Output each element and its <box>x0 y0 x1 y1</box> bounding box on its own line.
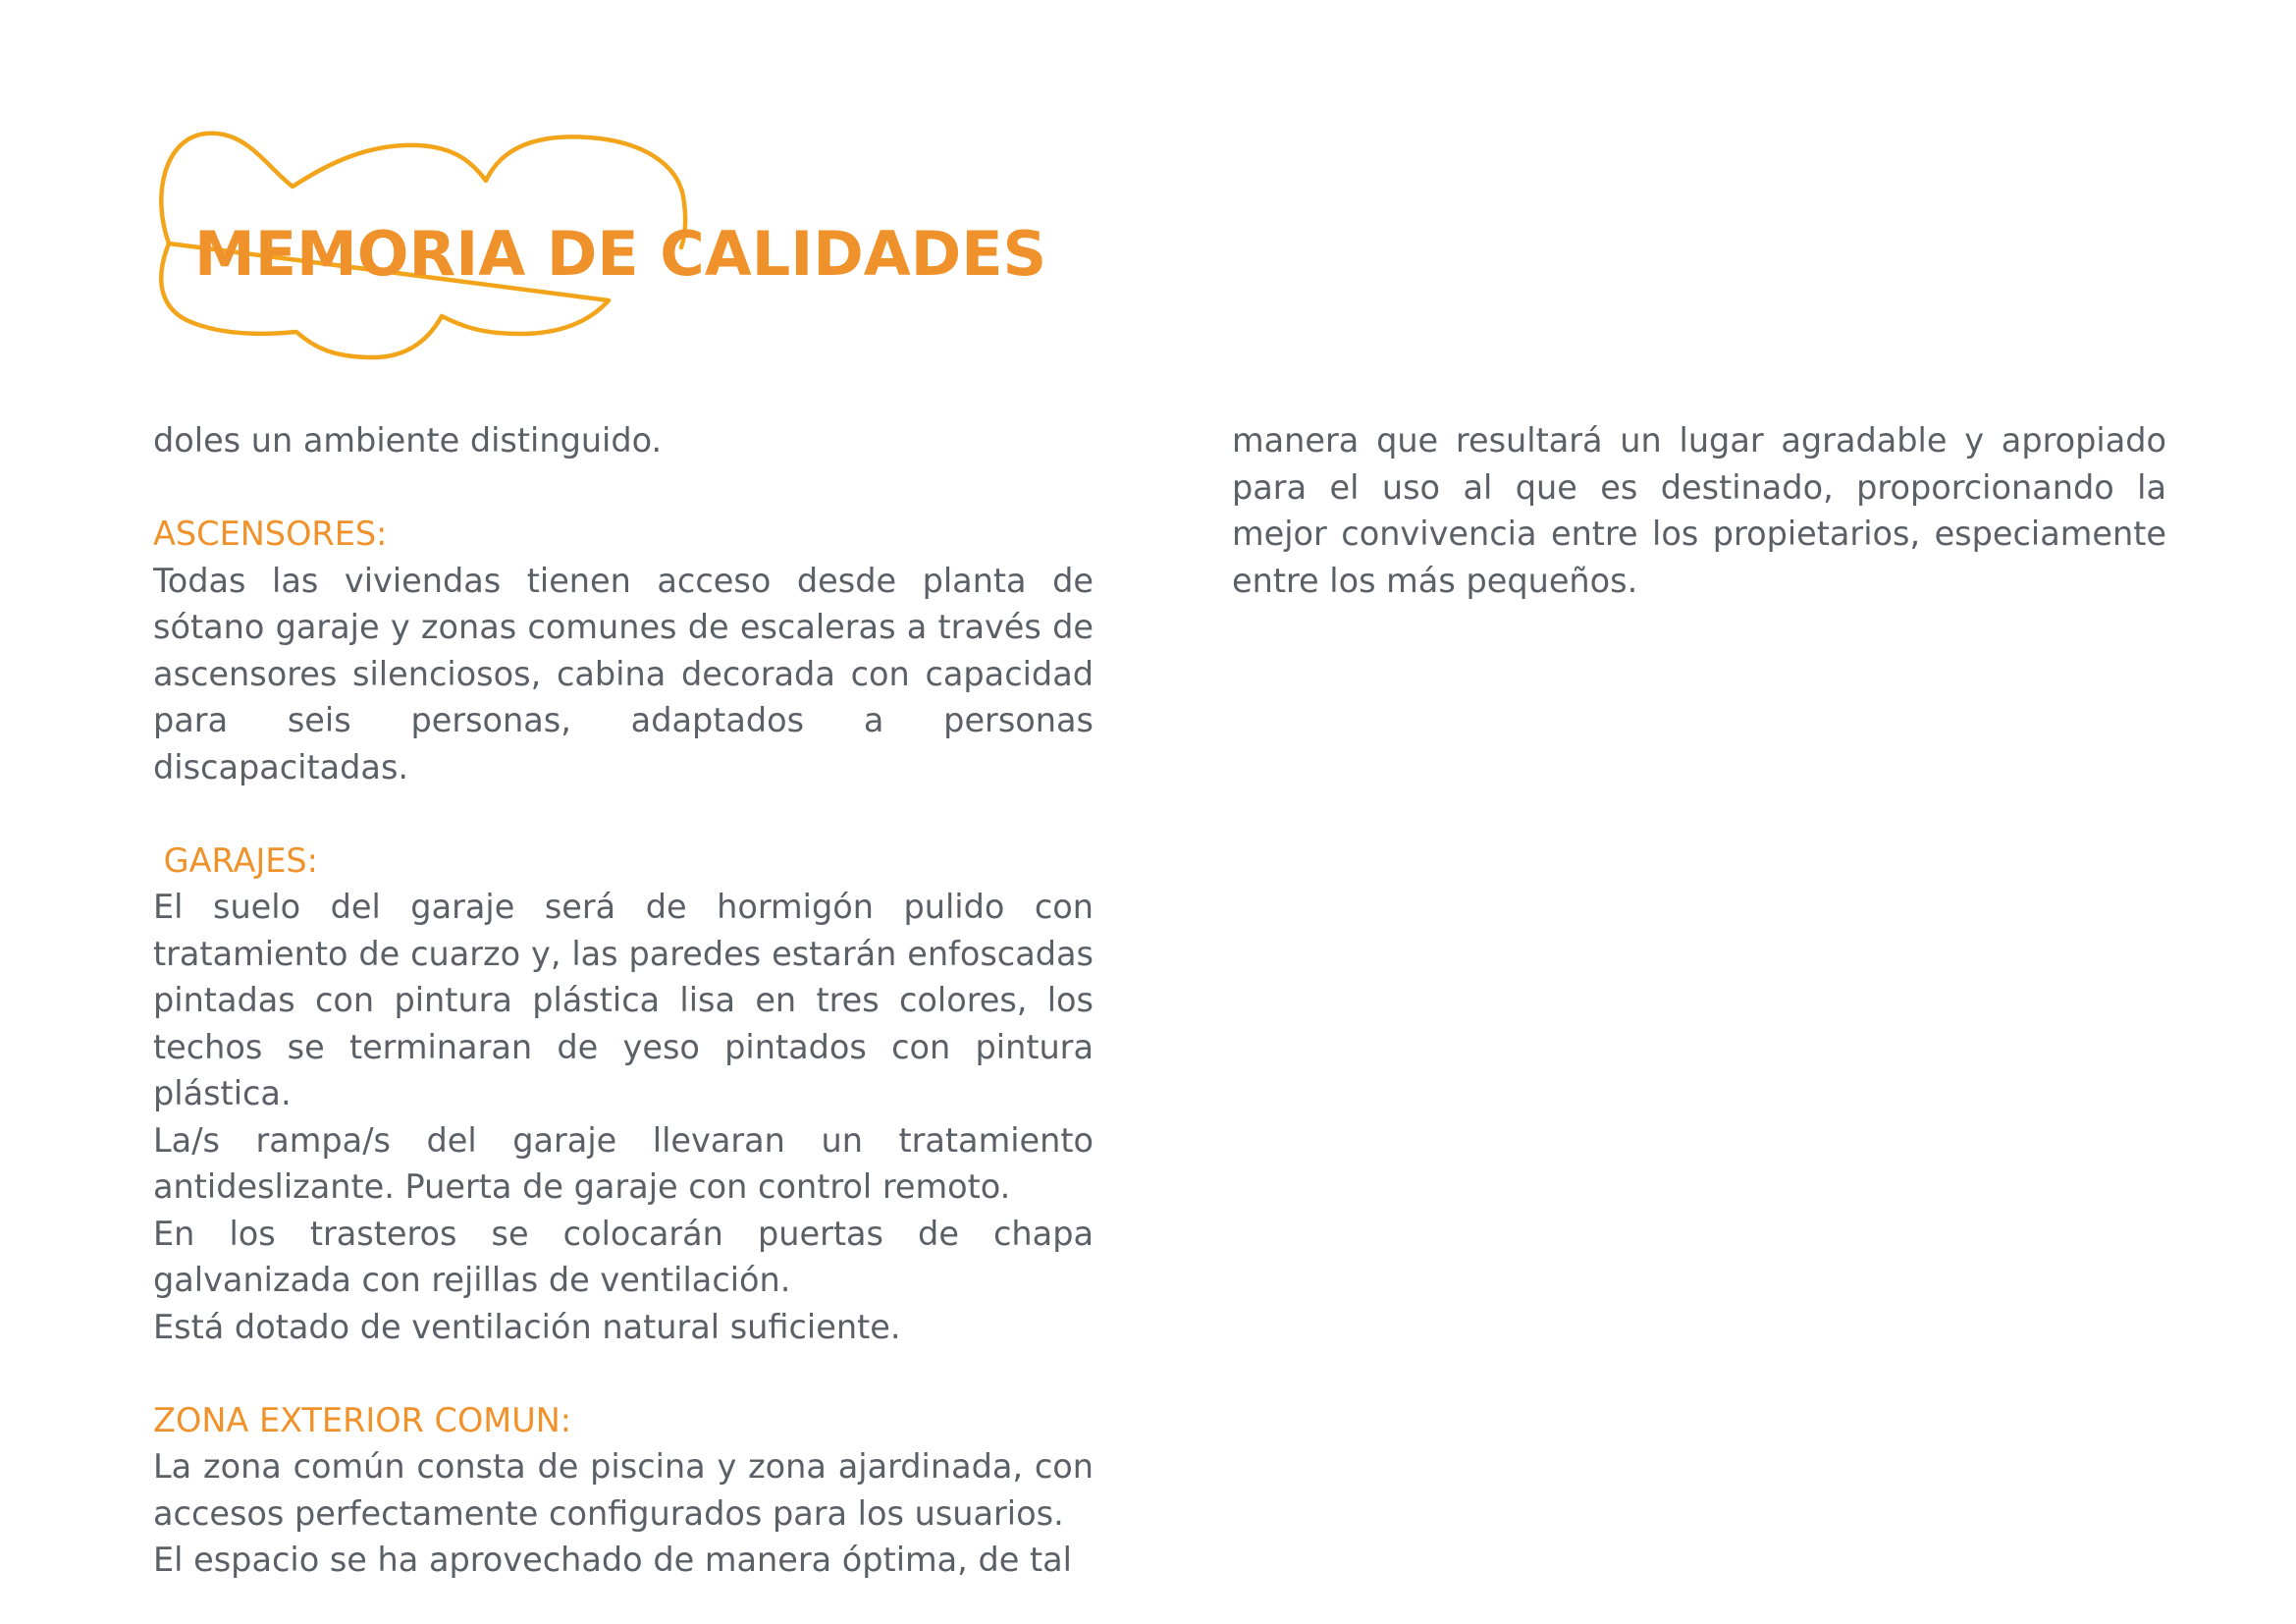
right-column <box>1232 417 2166 604</box>
section-spacer <box>153 790 1094 838</box>
garajes-paragraph-4: Está dotado de ventilación natural suficiente. <box>153 1307 901 1346</box>
left-column <box>153 417 1094 1584</box>
garajes-paragraph-1: El suelo del garaje será de hormigón pulido con tratamiento de cuarzo y, las paredes estarán enfoscadas pintadas con pintura plástica lisa en tres colores, los techos se terminaran de yeso pintados con pintura plástica. <box>153 888 1094 1112</box>
zona-exterior-paragraph-1: La zona común consta de piscina y zona ajardinada, con accesos perfectamente configurados para los usuarios. <box>153 1447 1094 1533</box>
garajes-paragraph-3: En los trasteros se colocarán puertas de chapa galvanizada con rejillas de ventilación. <box>153 1214 1094 1299</box>
ascensores-paragraph: Todas las viviendas tienen acceso desde planta de sótano garaje y zonas comunes de escaleras a través de ascensores silenciosos, cabina decorada con capacidad para seis personas, adaptados a personas discapacitadas. <box>153 561 1094 786</box>
section-heading-ascensores: ASCENSORES: <box>153 514 388 553</box>
section-spacer <box>153 464 1094 512</box>
intro-text: doles un ambiente distinguido. <box>153 421 663 460</box>
right-column-text: manera que resultará un lugar agradable y apropiado para el uso al que es destinado, proporcionando la mejor convivencia entre los propietarios, especiamente entre los más pequeños. <box>1232 421 2166 600</box>
section-spacer <box>153 1350 1094 1397</box>
zona-exterior-paragraph-2: El espacio se ha aprovechado de manera óptima, de tal <box>153 1541 1072 1579</box>
section-heading-garajes: GARAJES: <box>153 840 318 880</box>
page-title: MEMORIA DE CALIDADES <box>194 218 1047 290</box>
garajes-paragraph-2: La/s rampa/s del garaje llevaran un tratamiento antideslizante. Puerta de garaje con control remoto. <box>153 1120 1094 1206</box>
section-heading-zona-exterior: ZONA EXTERIOR COMUN: <box>153 1400 572 1439</box>
